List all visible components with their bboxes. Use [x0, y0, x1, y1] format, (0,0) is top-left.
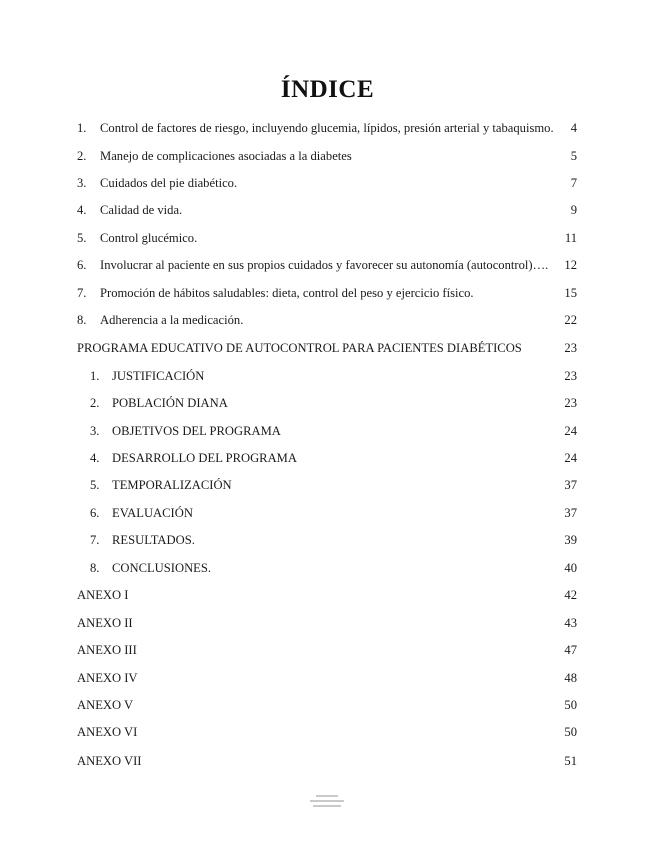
- toc-subentry[interactable]: [0, 503, 655, 523]
- toc-annex-entry[interactable]: [0, 640, 655, 660]
- toc-entry-page: 23: [564, 396, 577, 410]
- toc-entry-page: 48: [564, 671, 577, 685]
- toc-subentry[interactable]: [0, 530, 655, 550]
- toc-entry-page: 23: [564, 369, 577, 383]
- toc-entry-label: Control de factores de riesgo, incluyendo glucemia, lípidos, presión arterial y tabaquismo.: [100, 121, 554, 135]
- toc-entry-label: POBLACIÓN DIANA: [112, 396, 228, 410]
- toc-section-heading[interactable]: [0, 338, 655, 358]
- toc-entry-number: 2.: [90, 396, 100, 410]
- toc-entry-page: 12: [564, 258, 577, 272]
- toc-annex-entry[interactable]: [0, 751, 655, 771]
- toc-entry-label: OBJETIVOS DEL PROGRAMA: [112, 424, 281, 438]
- toc-entry[interactable]: [0, 283, 655, 303]
- toc-subentry[interactable]: [0, 448, 655, 468]
- toc-subentry[interactable]: [0, 393, 655, 413]
- toc-annex-entry[interactable]: [0, 613, 655, 633]
- toc-entry[interactable]: [0, 146, 655, 166]
- toc-entry-number: 6.: [77, 258, 87, 272]
- toc-entry-page: 22: [564, 313, 577, 327]
- toc-section-label: PROGRAMA EDUCATIVO DE AUTOCONTROL PARA PACIENTES DIABÉTICOS: [77, 341, 522, 355]
- toc-entry-label: JUSTIFICACIÓN: [112, 369, 205, 383]
- toc-entry-label: ANEXO I: [77, 588, 129, 602]
- toc-entry-page: 11: [564, 231, 577, 245]
- toc-entry-label: Control glucémico.: [100, 231, 198, 245]
- toc-entry-number: 5.: [90, 478, 100, 492]
- toc-entry-number: 4.: [90, 451, 100, 465]
- toc-entry-label: TEMPORALIZACIÓN: [112, 478, 232, 492]
- toc-entry-label: Calidad de vida.: [100, 203, 183, 217]
- toc-entry-label: RESULTADOS.: [112, 533, 195, 547]
- toc-entry-number: 7.: [90, 533, 100, 547]
- toc-entry-number: 7.: [77, 286, 87, 300]
- toc-subentry[interactable]: [0, 475, 655, 495]
- toc-entry-number: 1.: [77, 121, 87, 135]
- toc-annex-entry[interactable]: [0, 722, 655, 742]
- toc-entry-label: EVALUACIÓN: [112, 506, 193, 520]
- toc-entry-page: 23: [564, 341, 577, 355]
- toc-entry[interactable]: [0, 310, 655, 330]
- toc-entry-page: 24: [564, 424, 577, 438]
- toc-entry-page: 51: [564, 754, 577, 768]
- toc-entry-number: 6.: [90, 506, 100, 520]
- toc-entry-page: 43: [564, 616, 577, 630]
- toc-entry-page: 50: [564, 725, 577, 739]
- toc-entry-number: 1.: [90, 369, 100, 383]
- toc-entry[interactable]: [0, 173, 655, 193]
- toc-entry-number: 8.: [77, 313, 87, 327]
- toc-entry-label: Involucrar al paciente en sus propios cuidados y favorecer su autonomía (autocontrol)….: [100, 258, 549, 272]
- toc-entry-label: ANEXO V: [77, 698, 134, 712]
- toc-annex-entry[interactable]: [0, 668, 655, 688]
- toc-entry-label: Adherencia a la medicación.: [100, 313, 244, 327]
- toc-entry[interactable]: [0, 255, 655, 275]
- toc-entry-page: 39: [564, 533, 577, 547]
- toc-entry-page: 15: [564, 286, 577, 300]
- toc-entry-label: ANEXO III: [77, 643, 137, 657]
- toc-subentry[interactable]: [0, 558, 655, 578]
- toc-entry-page: 37: [564, 478, 577, 492]
- toc-entry[interactable]: [0, 118, 655, 138]
- toc-entry-page: 5: [570, 149, 577, 163]
- toc-entry[interactable]: [0, 228, 655, 248]
- toc-entry-label: ANEXO IV: [77, 671, 138, 685]
- toc-entry-page: 7: [570, 176, 577, 190]
- toc-entry-label: DESARROLLO DEL PROGRAMA: [112, 451, 297, 465]
- toc-entry-label: ANEXO VII: [77, 754, 142, 768]
- toc-entry-label: Cuidados del pie diabético.: [100, 176, 238, 190]
- toc-entry-label: CONCLUSIONES.: [112, 561, 212, 575]
- toc-subentry[interactable]: [0, 421, 655, 441]
- toc-entry-number: 5.: [77, 231, 87, 245]
- toc-entry-label: ANEXO VI: [77, 725, 138, 739]
- toc-entry-page: 9: [570, 203, 577, 217]
- toc-entry[interactable]: [0, 200, 655, 220]
- footer-watermark: [307, 792, 347, 814]
- toc-entry-label: Manejo de complicaciones asociadas a la diabetes: [100, 149, 352, 163]
- toc-entry-number: 3.: [90, 424, 100, 438]
- toc-entry-number: 8.: [90, 561, 100, 575]
- toc-entry-number: 3.: [77, 176, 87, 190]
- toc-subentry[interactable]: [0, 366, 655, 386]
- toc-entry-page: 42: [564, 588, 577, 602]
- toc-entry-page: 24: [564, 451, 577, 465]
- toc-entry-page: 4: [570, 121, 577, 135]
- page-title: ÍNDICE: [280, 76, 375, 103]
- toc-entry-label: ANEXO II: [77, 616, 133, 630]
- toc-entry-page: 47: [564, 643, 577, 657]
- toc-entry-number: 2.: [77, 149, 87, 163]
- toc-entry-page: 40: [564, 561, 577, 575]
- toc-entry-page: 37: [564, 506, 577, 520]
- toc-annex-entry[interactable]: [0, 585, 655, 605]
- toc-entry-page: 50: [564, 698, 577, 712]
- toc-entry-label: Promoción de hábitos saludables: dieta, control del peso y ejercicio físico.: [100, 286, 474, 300]
- toc-entry-number: 4.: [77, 203, 87, 217]
- toc-annex-entry[interactable]: [0, 695, 655, 715]
